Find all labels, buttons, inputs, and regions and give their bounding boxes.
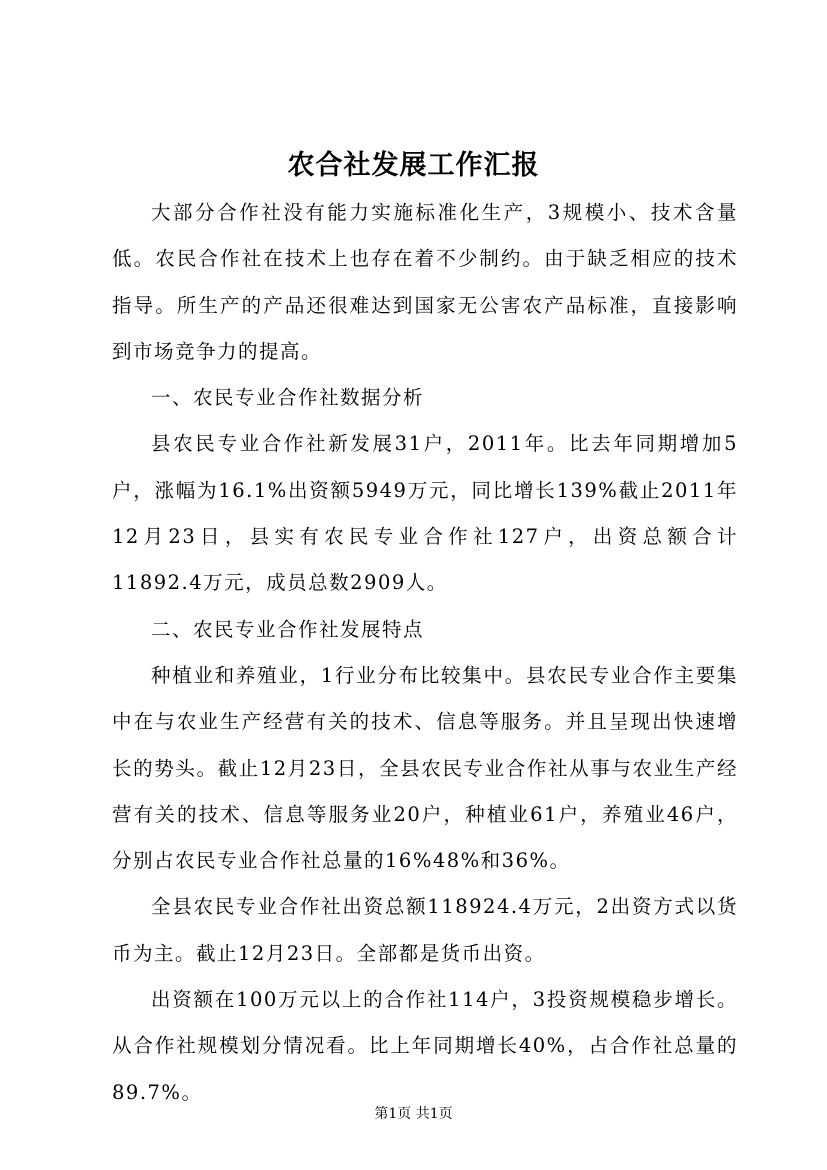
document-body — [112, 190, 738, 1116]
paragraph-data-analysis: 县农民专业合作社新发展31户，2011年。比去年同期增加5户，涨幅为16.1%出资额5949万元，同比增长139%截止2011年12月23日，县实有农民专业合作社127户，出资总额合计11892.4万元，成员总数2909人。 — [112, 432, 738, 595]
paragraph-intro: 大部分合作社没有能力实施标准化生产，3规模小、技术含量低。农民合作社在技术上也存在着不少制约。由于缺乏相应的技术指导。所生产的产品还很难达到国家无公害农产品标准，直接影响到市场竞争力的提高。 — [112, 201, 738, 363]
paragraph-investment-method: 全县农民专业合作社出资总额118924.4万元，2出资方式以货币为主。截止12月23日。全部都是货币出资。 — [112, 895, 738, 965]
page-footer: 第1页 共1页 — [374, 1106, 453, 1122]
document-title: 农合社发展工作汇报 — [287, 150, 540, 181]
section-heading-development-features: 二、农民专业合作社发展特点 — [151, 617, 425, 641]
paragraph-investment-scale: 出资额在100万元以上的合作社114户，3投资规模稳步增长。从合作社规模划分情况看。比上年同期增长40%，占合作社总量的89.7%。 — [112, 988, 738, 1104]
section-heading-data-analysis: 一、农民专业合作社数据分析 — [151, 386, 425, 410]
paragraph-industry-distribution: 种植业和养殖业，1行业分布比较集中。县农民专业合作主要集中在与农业生产经营有关的技术、信息等服务。并且呈现出快速增长的势头。截止12月23日，全县农民专业合作社从事与农业生产经营有关的技术、信息等服务业20户，种植业61户，养殖业46户，分别占农民专业合作社总量的16%48%和36%。 — [112, 663, 738, 873]
